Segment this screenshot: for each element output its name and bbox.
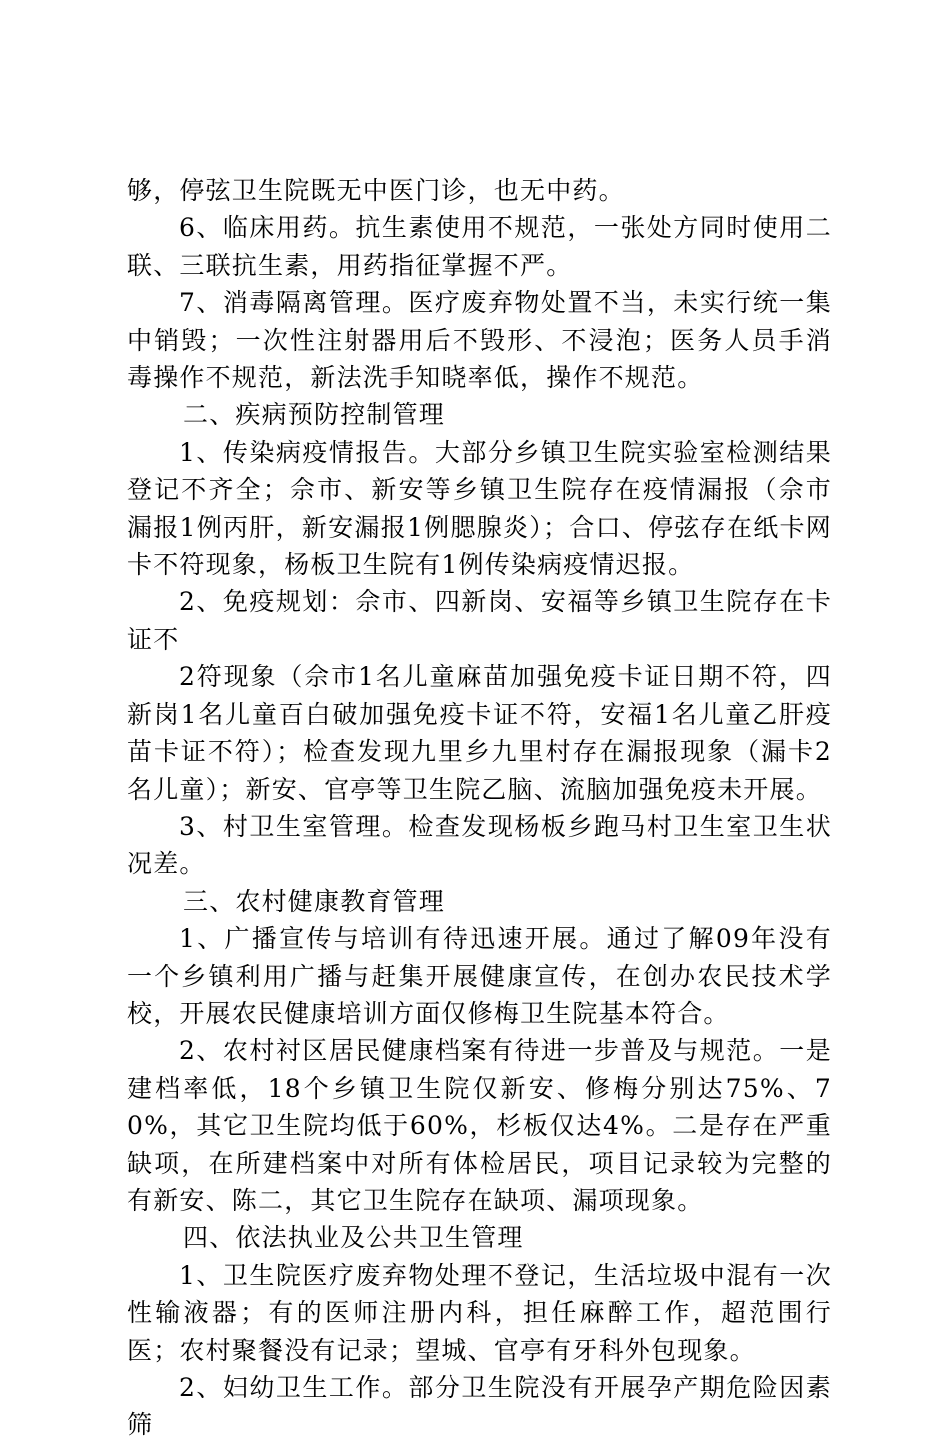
paragraph-continuation: 够，停弦卫生院既无中医门诊，也无中药。	[127, 176, 625, 205]
paragraph-maternal-child: 2、妇幼卫生工作。部分卫生院没有开展孕产期危险因素筛	[127, 1373, 832, 1440]
paragraph-disinfection: 7、消毒隔离管理。医疗废弃物处置不当，未实行统一集中销毁；一次性注射器用后不毁形、不浸泡；医务人员手消毒操作不规范，新法洗手知晓率低，操作不规范。	[127, 288, 832, 393]
document-body	[127, 172, 832, 1444]
paragraph-epidemic-report: 1、传染病疫情报告。大部分乡镇卫生院实验室检测结果登记不齐全；佘市、新安等乡镇卫生院存在疫情漏报（佘市漏报1例丙肝，新安漏报1例腮腺炎）；合口、停弦存在纸卡网卡不符现象，杨板卫生院有1例传染病疫情迟报。	[127, 437, 832, 580]
paragraph-immunization: 2、免疫规划：佘市、四新岗、安福等乡镇卫生院存在卡证不	[127, 587, 832, 654]
section-heading-disease-prevention: 二、疾病预防控制管理	[183, 400, 446, 430]
paragraph-broadcast-training: 1、广播宣传与培训有待迅速开展。通过了解09年没有一个乡镇利用广播与赶集开展健康宣传，在创办农民技术学校，开展农民健康培训方面仅修梅卫生院基本符合。	[127, 924, 832, 1028]
paragraph-medical-waste: 1、卫生院医疗废弃物处理不登记，生活垃圾中混有一次性输液器；有的医师注册内科，担任麻醉工作，超范围行医；农村聚餐没有记录；望城、官亭有牙科外包现象。	[127, 1260, 832, 1365]
paragraph-clinical-medication: 6、临床用药。抗生素使用不规范，一张处方同时使用二联、三联抗生素，用药指征掌握不严。	[127, 213, 832, 280]
section-heading-health-education: 三、农村健康教育管理	[183, 886, 446, 916]
paragraph-village-clinic: 3、村卫生室管理。检查发现杨板乡跑马村卫生室卫生状况差。	[127, 811, 832, 879]
paragraph-immunization-cont: 2符现象（佘市1名儿童麻苗加强免疫卡证日期不符，四新岗1名儿童百白破加强免疫卡证不符，安福1名儿童乙肝疫苗卡证不符）；检查发现九里乡九里村存在漏报现象（漏卡2名儿童）；新安、官亭等卫生院乙脑、流脑加强免疫未开展。	[127, 662, 832, 804]
section-heading-public-health: 四、依法执业及公共卫生管理	[183, 1223, 524, 1253]
paragraph-health-records: 2、农村衬区居民健康档案有待进一步普及与规范。一是建档率低，18个乡镇卫生院仅新安、修梅分别达75%、70%，其它卫生院均低于60%，杉板仅达4%。二是存在严重缺项，在所建档案中对所有体检居民，项目记录较为完整的有新安、陈二，其它卫生院存在缺项、漏项现象。	[127, 1036, 832, 1215]
